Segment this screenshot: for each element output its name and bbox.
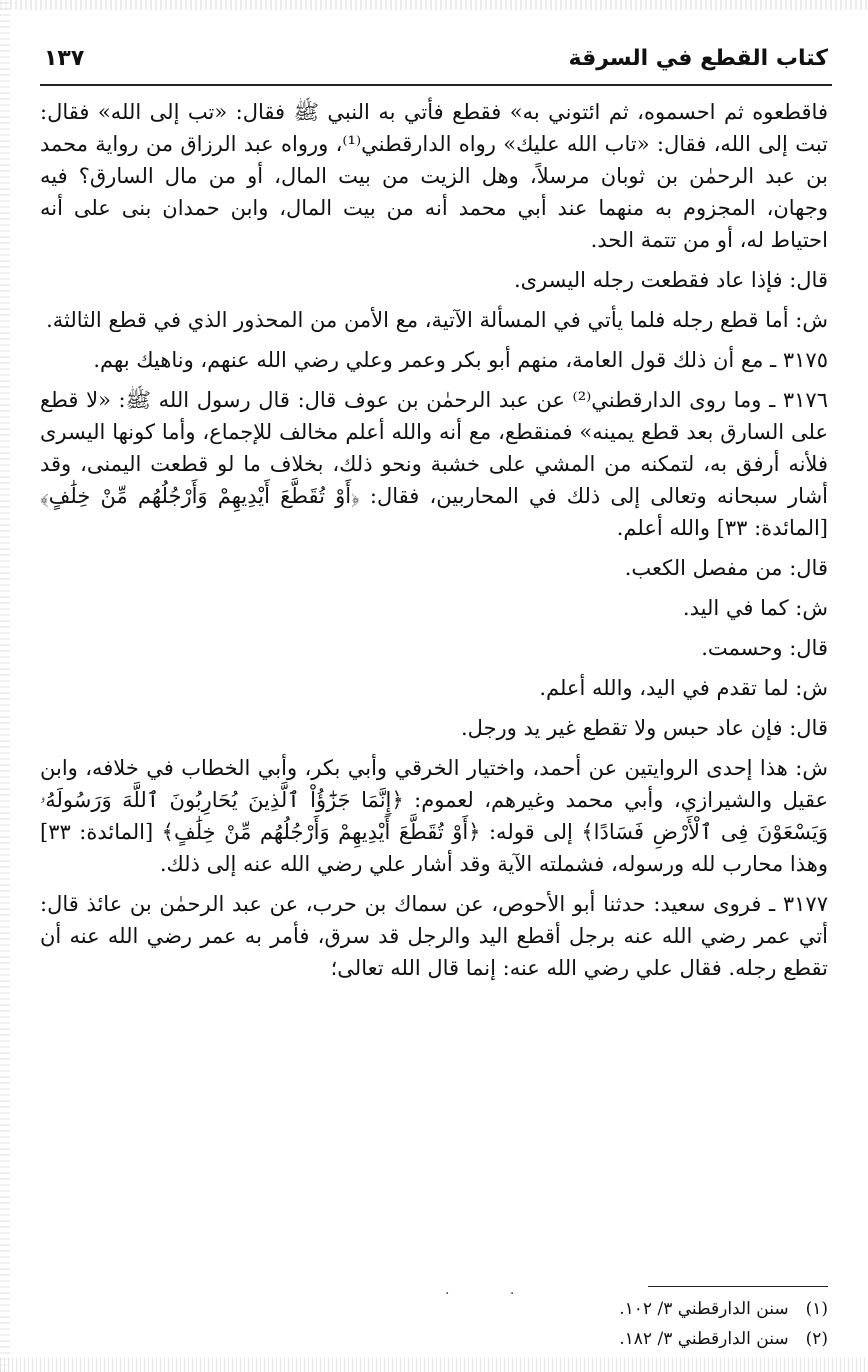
- paragraph-sharh-2: ش: كما في اليد.: [682, 596, 828, 620]
- page-header: [40, 44, 828, 84]
- running-title: كتاب القطع في السرقة: [568, 46, 828, 71]
- paragraph-3175: ٣١٧٥ ـ مع أن ذلك قول العامة، منهم أبو بكر وعمر وعلي رضي الله عنهم، وناهيك بهم.: [93, 348, 828, 372]
- page-number: ١٣٧: [44, 46, 85, 71]
- scan-edge-bottom: [0, 1358, 868, 1372]
- footnote-text: سنن الدارقطني ٣/ ١٠٢.: [619, 1299, 789, 1319]
- footnote-2: [40, 1324, 828, 1354]
- footnote-number: (٢): [805, 1329, 828, 1349]
- footnote-rule: [648, 1286, 828, 1287]
- paragraph-matn-2: قال: من مفصل الكعب.: [624, 556, 828, 580]
- paragraph-3177: ٣١٧٧ ـ فروى سعيد: حدثنا أبو الأحوص، عن سماك بن حرب، عن عبد الرحمٰن بن عائذ قال: أتي عمر رضي الله عنه برجل أقطع اليد والرجل قد سرق، فأمر به عمر رضي الله عنه أن تقطع رجله. فقال علي رضي الله عنه: إنما قال الله تعالى؛: [40, 892, 828, 980]
- footnotes: [40, 1294, 828, 1354]
- paragraph-3176: ٣١٧٦ ـ وما روى الدارقطني⁽²⁾ عن عبد الرحمٰن بن عوف قال: قال رسول الله ﷺ: «لا قطع على السارق بعد قطع يمينه» فمنقطع، مع أنه والله أعلم مخالف للإجماع، وأما كونها اليسرى فلأنه أرفق به، لتمكنه من المشي على خشبة ونحو ذلك، بخلاف ما لو قطعت اليمنى، وقد أشار سبحانه وتعالى إلى ذلك في المحاربين، فقال: ﴿أَوْ تُقَطَّعَ أَيْدِيهِمْ وَأَرْجُلُهُم مِّنْ خِلَٰفٍ﴾ [المائدة: ٣٣] والله أعلم.: [40, 388, 828, 540]
- scan-edge-top: [0, 0, 868, 10]
- paragraph-sharh-4: ش: هذا إحدى الروايتين عن أحمد، واختيار الخرقي وأبي بكر، وأبي الخطاب في خلافه، وابن عقيل والشيرازي، وأبي محمد وغيرهم، لعموم: ﴿إِنَّمَا جَزَٰٓؤُاْ ٱلَّذِينَ يُحَارِبُونَ ٱللَّهَ وَرَسُولَهُۥ وَيَسْعَوْنَ فِى ٱلْأَرْضِ فَسَادًا﴾ إلى قوله: ﴿أَوْ تُقَطَّعَ أَيْدِيهِمْ وَأَرْجُلُهُم مِّنْ خِلَٰفٍ﴾ [المائدة: ٣٣] وهذا محارب لله ورسوله، فشملته الآية وقد أشار علي رضي الله عنه إلى ذلك.: [40, 756, 828, 876]
- footnote-number: (١): [805, 1299, 828, 1319]
- paragraph-sharh-3: ش: لما تقدم في اليد، والله أعلم.: [539, 676, 828, 700]
- paragraph-continuation: فاقطعوه ثم احسموه، ثم ائتوني به» فقطع فأتي به النبي ﷺ فقال: «تب إلى الله» فقال: تبت إلى الله، فقال: «تاب الله عليك» رواه الدارقطني⁽¹⁾، ورواه عبد الرزاق من رواية محمد بن عبد الرحمٰن بن ثوبان مرسلاً، وهل الزيت من بيت المال، أو من مال السارق؟ فيه وجهان، المجزوم به منهما عند أبي محمد أنه من بيت المال، وابن حمدان بنى على أنه احتياط له، أو من تتمة الحد.: [40, 100, 828, 252]
- paragraph-sharh-1: ش: أما قطع رجله فلما يأتي في المسألة الآتية، مع الأمن من المحذور الذي في قطع الثالثة.: [46, 308, 828, 332]
- footnote-1: [40, 1294, 828, 1324]
- paragraph-matn-3: قال: وحسمت.: [701, 636, 828, 660]
- paragraph-matn-1: قال: فإذا عاد فقطعت رجله اليسرى.: [513, 268, 828, 292]
- scan-edge-left: [0, 0, 10, 1372]
- main-text: [40, 96, 828, 992]
- footnote-text: سنن الدارقطني ٣/ ١٨٢.: [619, 1329, 789, 1349]
- print-specks: . .: [445, 1282, 543, 1298]
- paragraph-matn-4: قال: فإن عاد حبس ولا تقطع غير يد ورجل.: [460, 716, 828, 740]
- header-rule: [40, 84, 832, 86]
